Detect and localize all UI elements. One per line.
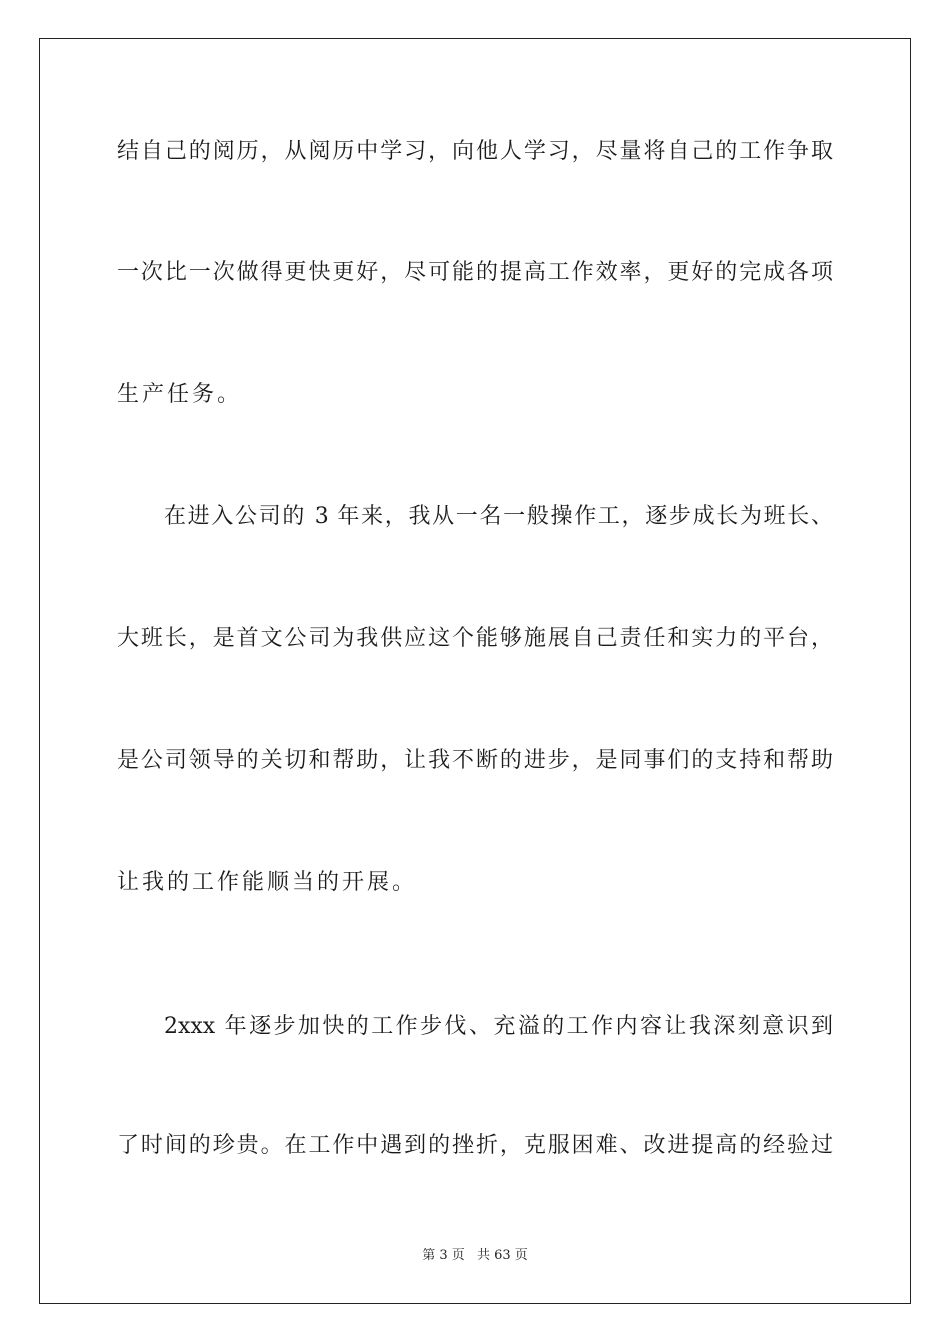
paragraph-line: 2xxx 年逐步加快的工作步伐、充溢的工作内容让我深刻意识到 (164, 1014, 833, 1039)
paragraph-line: 大班长，是首文公司为我供应这个能够施展自己责任和实力的平台， (117, 626, 833, 651)
paragraph-line: 结自己的阅历，从阅历中学习，向他人学习，尽量将自己的工作争取 (117, 139, 833, 164)
page-number: 第 3 页 (422, 1248, 465, 1263)
paragraph-line: 是公司领导的关切和帮助，让我不断的进步，是同事们的支持和帮助 (117, 748, 833, 773)
page-total: 共 63 页 (476, 1248, 528, 1263)
paragraph-line: 一次比一次做得更快更好，尽可能的提高工作效率，更好的完成各项 (117, 260, 833, 285)
paragraph-line: 让我的工作能顺当的开展。 (117, 870, 418, 895)
page-footer (0, 1248, 950, 1264)
paragraph-line: 在进入公司的 3 年来，我从一名一般操作工，逐步成长为班长、 (164, 504, 833, 529)
paragraph-line: 生产任务。 (117, 382, 243, 407)
page-border (39, 38, 911, 1304)
paragraph-line: 了时间的珍贵。在工作中遇到的挫折，克服困难、改进提高的经验过 (117, 1133, 833, 1158)
